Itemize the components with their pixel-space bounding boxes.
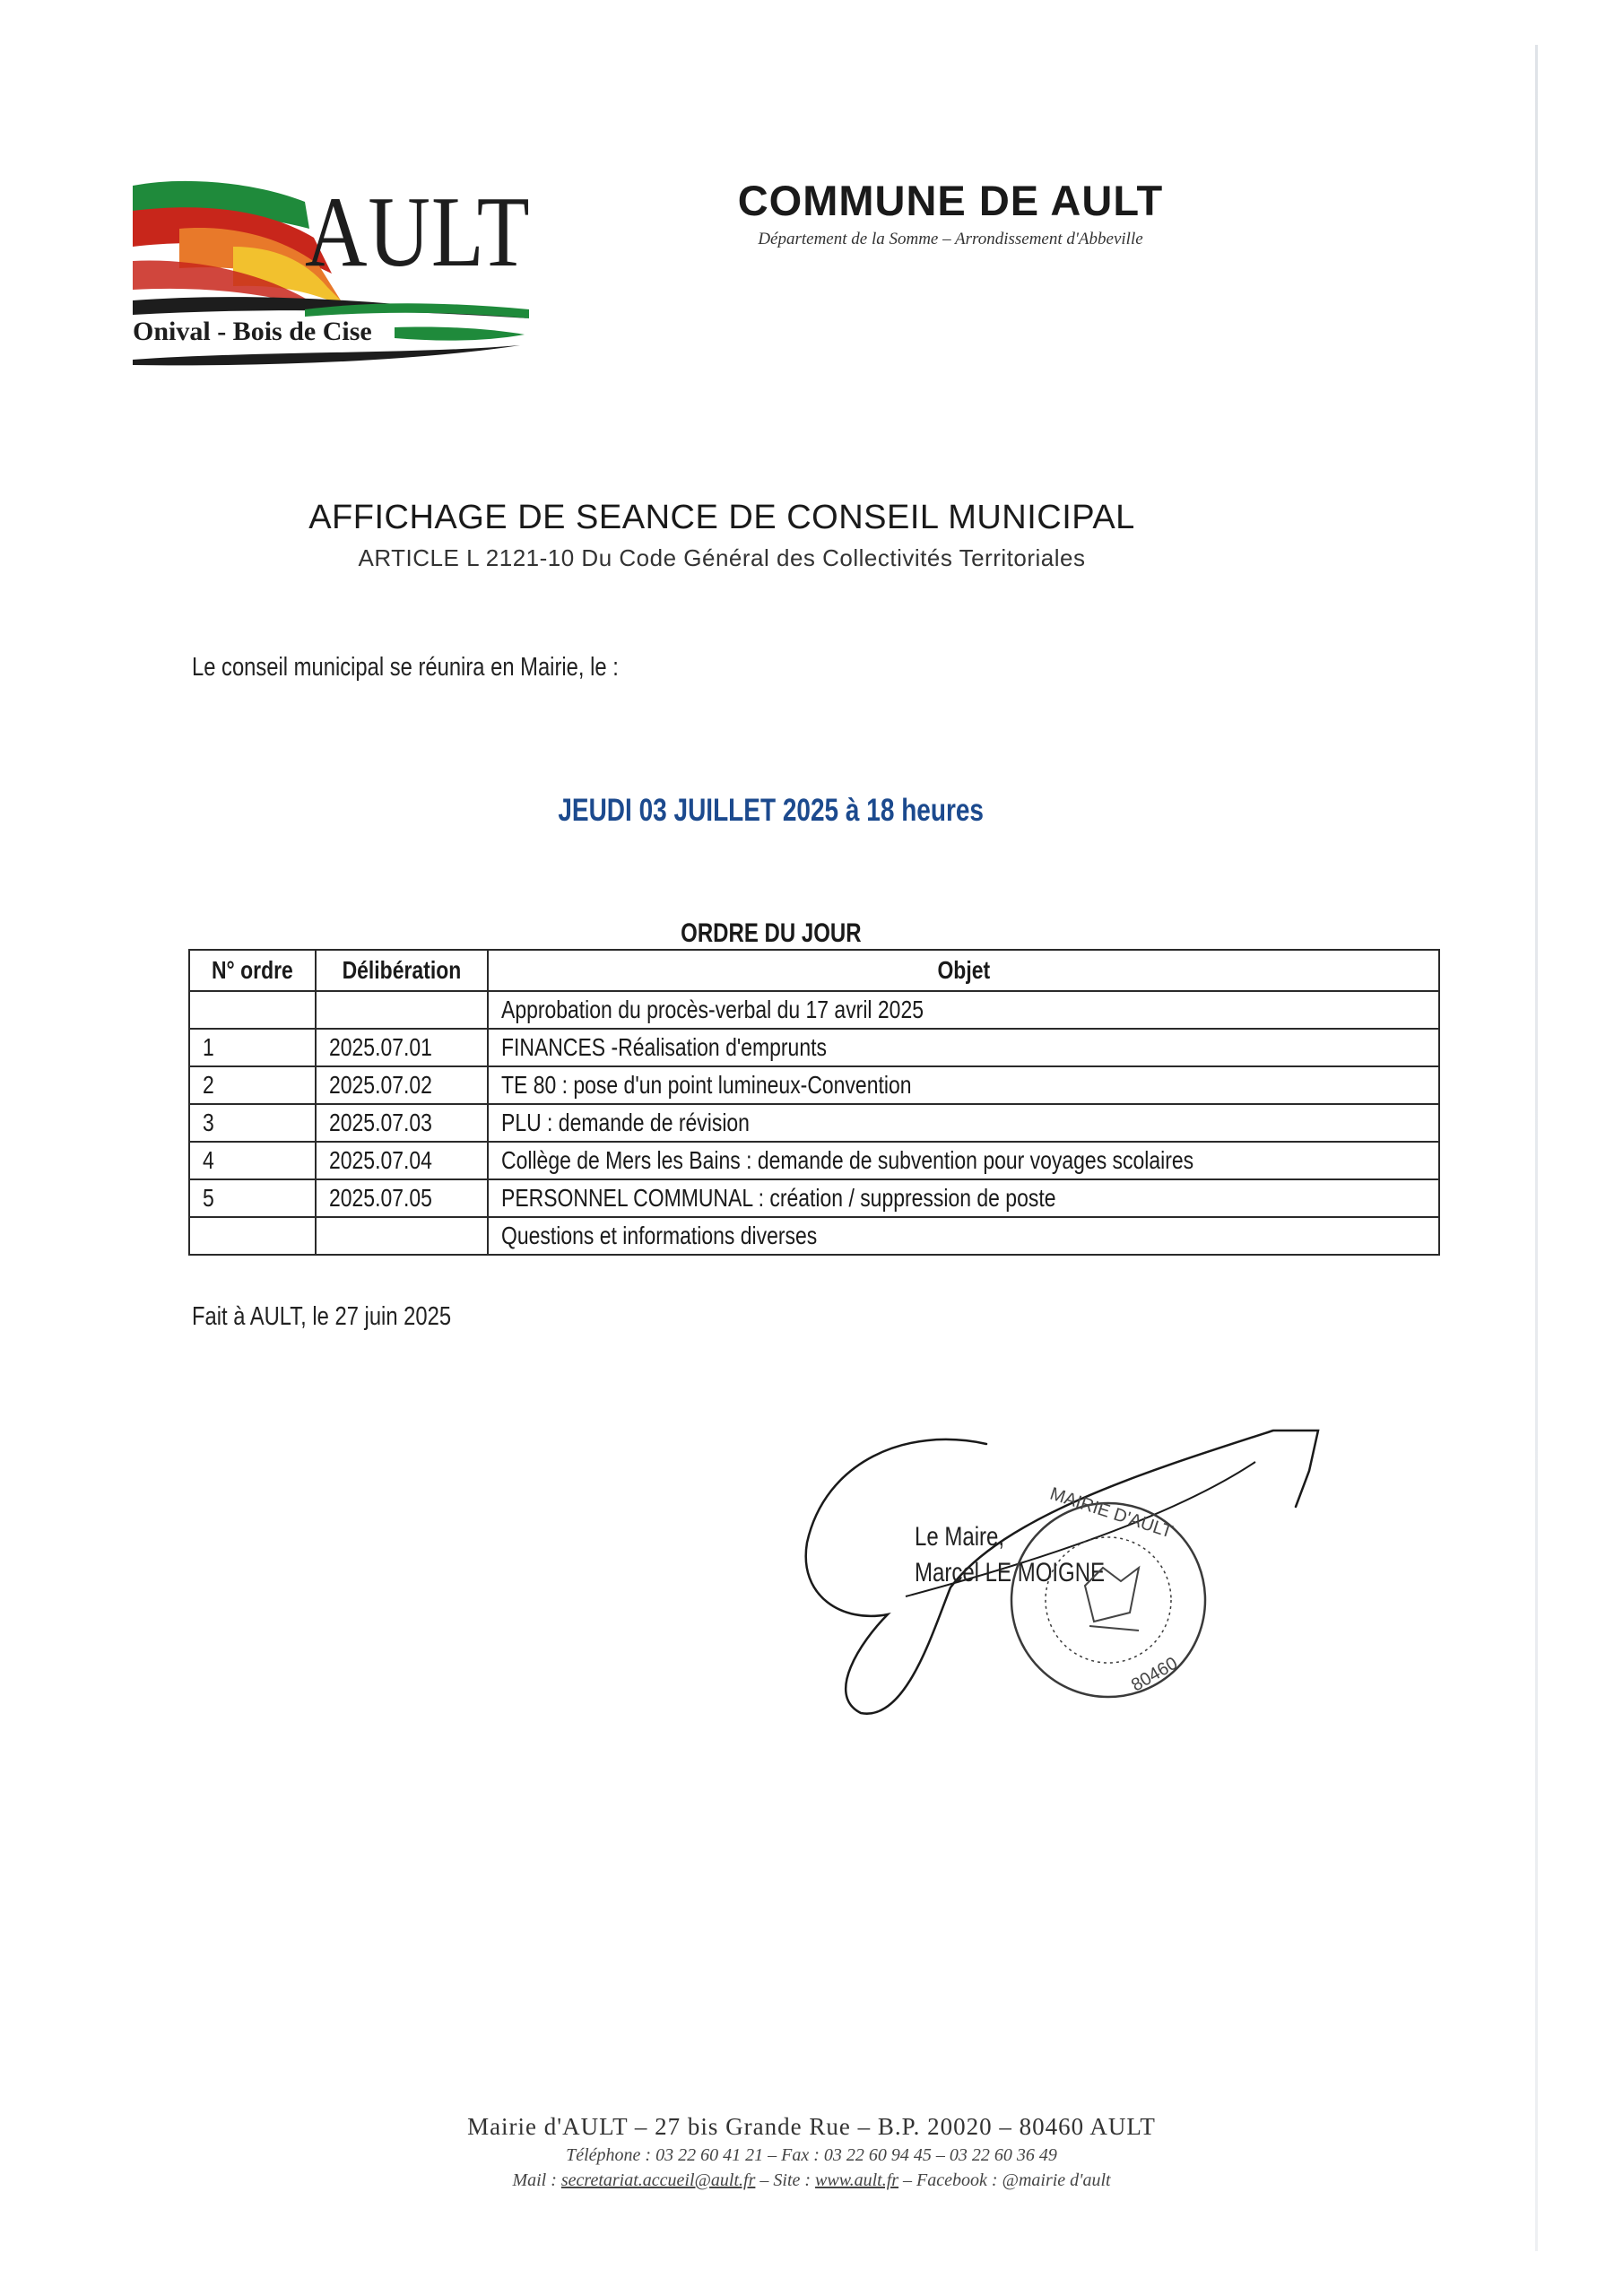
cell-deliberation: 2025.07.03	[316, 1104, 488, 1142]
logo-tagline: Onival - Bois de Cise	[133, 317, 372, 346]
cell-deliberation: 2025.07.01	[316, 1029, 488, 1066]
footer-address: Mairie d'AULT – 27 bis Grande Rue – B.P. 20020 – 80460 AULT	[467, 2113, 1156, 2140]
footer-contacts	[269, 2170, 1354, 2191]
cell-objet: Collège de Mers les Bains : demande de subvention pour voyages scolaires	[488, 1142, 1439, 1179]
cell-objet: Approbation du procès-verbal du 17 avril 2025	[488, 991, 1439, 1029]
mairie-stamp	[1004, 1483, 1212, 1704]
cell-objet: PERSONNEL COMMUNAL : création / suppression de poste	[488, 1179, 1439, 1217]
cell-deliberation	[316, 991, 488, 1029]
department-line: Département de la Somme – Arrondissement d'Abbeville	[758, 230, 1143, 248]
document-subtitle: ARTICLE L 2121-10 Du Code Général des Collectivités Territoriales	[358, 544, 1086, 571]
table-row	[189, 1029, 1439, 1066]
table-row	[189, 1104, 1439, 1142]
cell-deliberation: 2025.07.05	[316, 1179, 488, 1217]
footer-phones: Téléphone : 03 22 60 41 21 – Fax : 03 22 60 94 45 – 03 22 60 36 49	[566, 2145, 1057, 2165]
header-objet: Objet	[488, 950, 1439, 991]
scan-edge	[1535, 45, 1538, 2251]
cell-objet: Questions et informations diverses	[488, 1217, 1439, 1255]
agenda-table	[188, 949, 1440, 1256]
mayor-name: Marcel LE MOIGNE	[915, 1558, 1106, 1587]
agenda-title-text: ORDRE DU JOUR	[681, 918, 862, 948]
agenda-header-row	[189, 950, 1439, 991]
cell-deliberation: 2025.07.04	[316, 1142, 488, 1179]
cell-ordre	[189, 1217, 316, 1255]
cell-ordre: 4	[189, 1142, 316, 1179]
cell-objet: TE 80 : pose d'un point lumineux-Convention	[488, 1066, 1439, 1104]
cell-ordre: 2	[189, 1066, 316, 1104]
stamp-code-text: 80460	[1127, 1653, 1182, 1696]
cell-deliberation	[316, 1217, 488, 1255]
logo-wordmark: AULT	[305, 177, 531, 288]
cell-ordre: 1	[189, 1029, 316, 1066]
table-row	[189, 991, 1439, 1029]
document-title: AFFICHAGE DE SEANCE DE CONSEIL MUNICIPAL	[308, 499, 1135, 536]
agenda-title	[556, 918, 986, 949]
header-ordre: N° ordre	[189, 950, 316, 991]
intro-text: Le conseil municipal se réunira en Mairie, le :	[192, 653, 619, 682]
cell-deliberation: 2025.07.02	[316, 1066, 488, 1104]
mayor-title: Le Maire,	[915, 1522, 1005, 1552]
mail-link[interactable]: secretariat.accueil@ault.fr	[560, 2170, 756, 2190]
stamp-top-text: MAIRIE D'AULT	[1047, 1483, 1176, 1543]
meeting-date	[377, 793, 1166, 829]
table-row	[189, 1142, 1439, 1179]
site-label: – Site :	[759, 2170, 812, 2190]
stamp-circle	[1004, 1496, 1212, 1704]
table-row	[189, 1066, 1439, 1104]
cell-ordre: 5	[189, 1179, 316, 1217]
cell-ordre: 3	[189, 1104, 316, 1142]
table-row	[189, 1217, 1439, 1255]
header-deliberation: Délibération	[316, 950, 488, 991]
facebook-text: – Facebook : @mairie d'ault	[903, 2170, 1111, 2190]
done-at-line: Fait à AULT, le 27 juin 2025	[192, 1302, 452, 1331]
meeting-date-text: JEUDI 03 JUILLET 2025 à 18 heures	[558, 793, 985, 828]
cell-ordre	[189, 991, 316, 1029]
cell-objet: PLU : demande de révision	[488, 1104, 1439, 1142]
table-row	[189, 1179, 1439, 1217]
mail-label: Mail :	[512, 2170, 557, 2190]
cell-objet: FINANCES -Réalisation d'emprunts	[488, 1029, 1439, 1066]
site-link[interactable]: www.ault.fr	[815, 2170, 899, 2190]
ault-logo	[126, 175, 538, 381]
commune-heading: COMMUNE DE AULT	[737, 177, 1164, 224]
